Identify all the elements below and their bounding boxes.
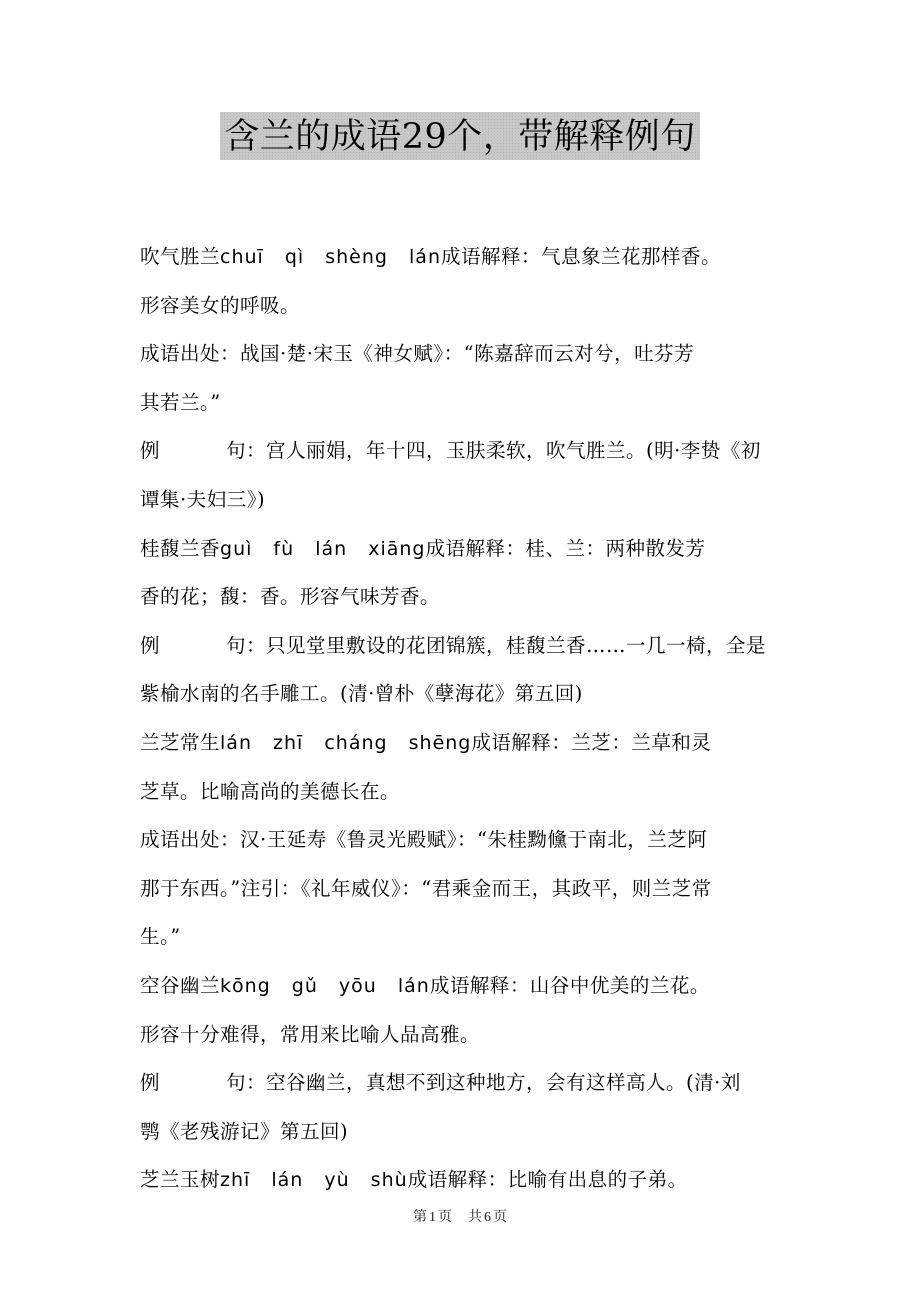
idiom-explanation: 成语解释：山谷中优美的兰花。: [429, 973, 710, 997]
document-title: 含兰的成语29个，带解释例句: [220, 112, 700, 160]
example-line: [140, 430, 790, 479]
text-line: 紫榆水南的名手雕工。(清·曾朴《孽海花》第五回): [140, 682, 583, 706]
idiom-hanzi: 兰芝常生: [140, 730, 221, 754]
source-line: 成语出处：战国·楚·宋玉《神女赋》：“陈嘉辞而云对兮，吐芬芳: [140, 342, 695, 366]
idiom-heading-line: [140, 528, 790, 577]
text-line: 其若兰。”: [140, 390, 221, 414]
document-body: [140, 236, 790, 1208]
idiom-heading-line: [140, 965, 790, 1014]
idiom-heading-line: [140, 722, 790, 771]
idiom-hanzi: 吹气胜兰: [140, 245, 221, 268]
text-line: 谭集·夫妇三》): [140, 487, 266, 511]
idiom-explanation: 成语解释：比喻有出息的子弟。: [407, 1168, 688, 1192]
example-label: 例: [140, 633, 161, 657]
example-text: 句：空谷幽兰，真想不到这种地方，会有这样高人。(清·刘: [226, 1071, 741, 1095]
idiom-pinyin: kōng gǔ yōu lán: [220, 974, 430, 997]
idiom-heading-line: [140, 1159, 790, 1208]
example-text: 句：只见堂里敷设的花团锦簇，桂馥兰香……一几一椅，全是: [226, 633, 767, 657]
idiom-explanation: 成语解释：气息象兰花那样香。: [440, 245, 721, 268]
page-label-suffix: 页: [438, 1210, 452, 1225]
total-label-suffix: 页: [493, 1210, 507, 1225]
example-text: 句：宫人丽娟，年十四，玉肤柔软，吹气胜兰。(明·李贽《初: [226, 439, 761, 463]
idiom-pinyin: guì fù lán xiāng: [220, 537, 426, 560]
page-footer: [0, 1206, 920, 1226]
text-line: 芝草。比喻高尚的美德长在。: [140, 779, 401, 803]
idiom-pinyin: lán zhī cháng shēng: [220, 731, 472, 754]
total-pages-number: 6: [484, 1210, 491, 1225]
text-line: 鹗《老残游记》第五回): [140, 1119, 349, 1143]
idiom-pinyin: zhī lán yù shù: [220, 1169, 408, 1192]
idiom-hanzi: 桂馥兰香: [140, 536, 221, 560]
current-page-number: 1: [429, 1210, 436, 1225]
example-line: [140, 625, 790, 674]
example-line: [140, 1062, 790, 1111]
source-line: 成语出处：汉·王延寿《鲁灵光殿赋》：“朱桂黝儵于南北，兰芝阿: [140, 828, 708, 852]
idiom-hanzi: 空谷幽兰: [140, 973, 221, 997]
idiom-pinyin: chuī qì shèng lán: [220, 246, 441, 268]
example-label: 例: [140, 439, 161, 463]
text-line: 那于东西。”注引：《礼年威仪》：“君乘金而王，其政平，则兰芝常: [140, 876, 712, 900]
idiom-heading-line: [140, 236, 790, 285]
idiom-explanation: 成语解释：桂、兰：两种散发芳: [425, 536, 706, 560]
page-label-prefix: 第: [413, 1210, 427, 1225]
text-line: 形容美女的呼吸。: [140, 293, 301, 317]
idiom-explanation: 成语解释：兰芝：兰草和灵: [471, 730, 712, 754]
text-line: 香的花；馥：香。形容气味芳香。: [140, 585, 441, 609]
text-line: 形容十分难得，常用来比喻人品高雅。: [140, 1022, 481, 1046]
total-label-prefix: 共: [468, 1210, 482, 1225]
title-container: [0, 112, 920, 160]
text-line: 生。”: [140, 925, 181, 949]
idiom-hanzi: 芝兰玉树: [140, 1168, 221, 1192]
example-label: 例: [140, 1071, 161, 1095]
